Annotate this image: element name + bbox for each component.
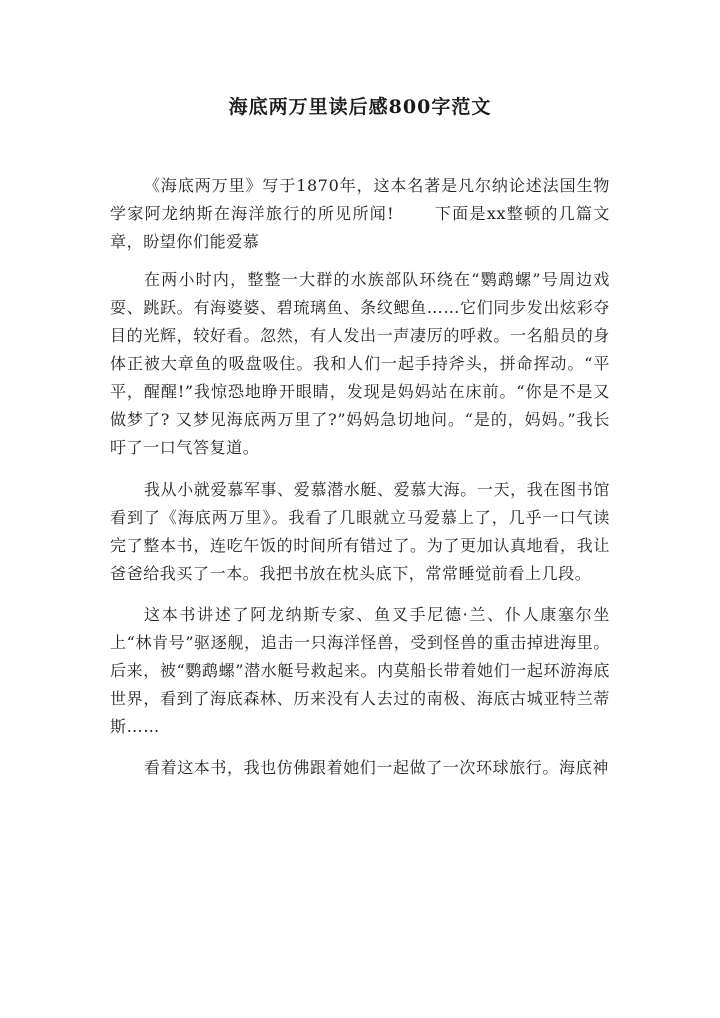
paragraph-intro-part-b: 下面是xx整顿的几篇文章，盼望你们能爱慕 — [110, 204, 610, 251]
paragraph-intro-part-a: 《海底两万里》写于1870年，这本名著是凡尔纳论述法国生物学家阿龙纳斯在海洋旅行的所见所闻! — [110, 176, 610, 223]
paragraph-story: 这本书讲述了阿龙纳斯专家、鱼叉手尼德·兰、仆人康塞尔坐上“林肯号”驱逐舰，追击一只海洋怪兽，受到怪兽的重击掉进海里。后来，被“鹦鹉螺”潜水艇号救起来。内莫船长带着她们一起环游海底世界，看到了海底森林、历来没有人去过的南极、海底古城亚特兰蒂斯…… — [110, 605, 610, 736]
paragraph-dream: 在两小时内，整整一大群的水族部队环绕在“鹦鹉螺”号周边戏耍、跳跃。有海婆婆、碧琉璃鱼、条纹鳃鱼……它们同步发出炫彩夺目的光辉，较好看。忽然，有人发出一声凄厉的呼救。一名船员的身体正被大章鱼的吸盘吸住。我和人们一起手持斧头，拼命挥动。“平平，醒醒!”我惊恐地睁开眼睛，发现是妈妈站在床前。“你是不是又做梦了? 又梦见海底两万里了?”妈妈急切地问。“是的，妈妈。”我长吁了一口气答复道。 — [110, 270, 610, 457]
document-title: 海底两万里读后感800字范文 — [228, 96, 492, 118]
paragraph-journey: 看着这本书，我也仿佛跟着她们一起做了一次环球旅行。海底神 — [144, 758, 609, 777]
paragraph-library: 我从小就爱慕军事、爱慕潜水艇、爱慕大海。一天，我在图书馆看到了《海底两万里》。我看了几眼就立马爱慕上了，几乎一口气读完了整本书，连吃午饭的时间所有错过了。为了更加认真地看，我让爸爸给我买了一本。我把书放在枕头底下，常常睡觉前看上几段。 — [110, 480, 610, 583]
paragraph-intro — [110, 172, 610, 256]
document-body — [110, 172, 610, 794]
